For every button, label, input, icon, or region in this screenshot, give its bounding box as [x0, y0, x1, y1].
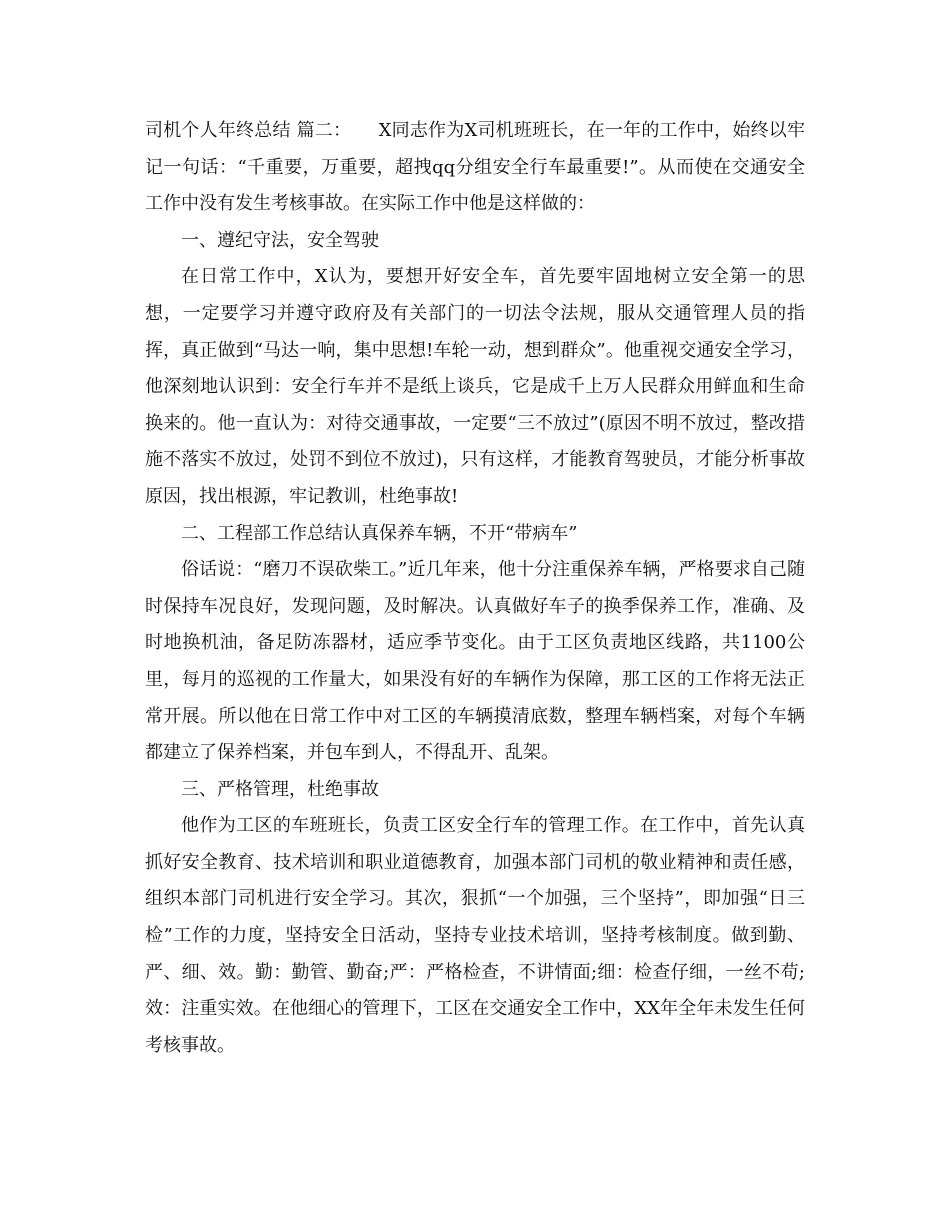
section-3-paragraph: 他作为工区的车班班长，负责工区安全行车的管理工作。在工作中，首先认真抓好安全教育、技术培训和职业道德教育，加强本部门司机的敬业精神和责任感，组织本部门司机进行安全学习。其次，狠抓“一个加强，三个坚持”，即加强“日三检”工作的力度，坚持安全日活动，坚持专业技术培训，坚持考核制度。做到勤、严、细、效。勤：勤管、勤奋;严：严格检查，不讲情面;细：检查仔细，一丝不苟;效：注重实效。在他细心的管理下，工区在交通安全工作中，XX年全年未发生任何考核事故。	[145, 815, 805, 1056]
section-heading-2: 二、工程部工作总结认真保养车辆，不开“带病车”	[181, 522, 578, 544]
document-body	[145, 113, 805, 1064]
section-heading-3: 三、严格管理，杜绝事故	[181, 778, 379, 800]
section-2-paragraph: 俗话说：“磨刀不误砍柴工。”近几年来，他十分注重保养车辆，严格要求自己随时保持车况良好，发现问题，及时解决。认真做好车子的换季保养工作，准确、及时地换机油，备足防冻器材，适应季节变化。由于工区负责地区线路，共1100公里，每月的巡视的工作量大，如果没有好的车辆作为保障，那工区的工作将无法正常开展。所以他在日常工作中对工区的车辆摸清底数，整理车辆档案，对每个车辆都建立了保养档案，并包车到人，不得乱开、乱架。	[145, 559, 805, 764]
section-1-paragraph: 在日常工作中，X认为，要想开好安全车，首先要牢固地树立安全第一的思想，一定要学习并遵守政府及有关部门的一切法令法规，服从交通管理人员的指挥，真正做到“马达一响，集中思想!车轮一动，想到群众”。他重视交通安全学习，他深刻地认识到：安全行车并不是纸上谈兵，它是成千上万人民群众用鲜血和生命换来的。他一直认为：对待交通事故，一定要“三不放过”(原因不明不放过，整改措施不落实不放过，处罚不到位不放过)，只有这样，才能教育驾驶员，才能分析事故原因，找出根源，牢记教训，杜绝事故!	[145, 266, 805, 507]
section-heading-1: 一、遵纪守法，安全驾驶	[181, 229, 379, 251]
intro-paragraph: 司机个人年终总结 篇二： X同志作为X司机班班长，在一年的工作中，始终以牢记一句话：“千重要，万重要，超拽qq分组安全行车最重要!”。从而使在交通安全工作中没有发生考核事故。在实际工作中他是这样做的：	[145, 120, 805, 215]
